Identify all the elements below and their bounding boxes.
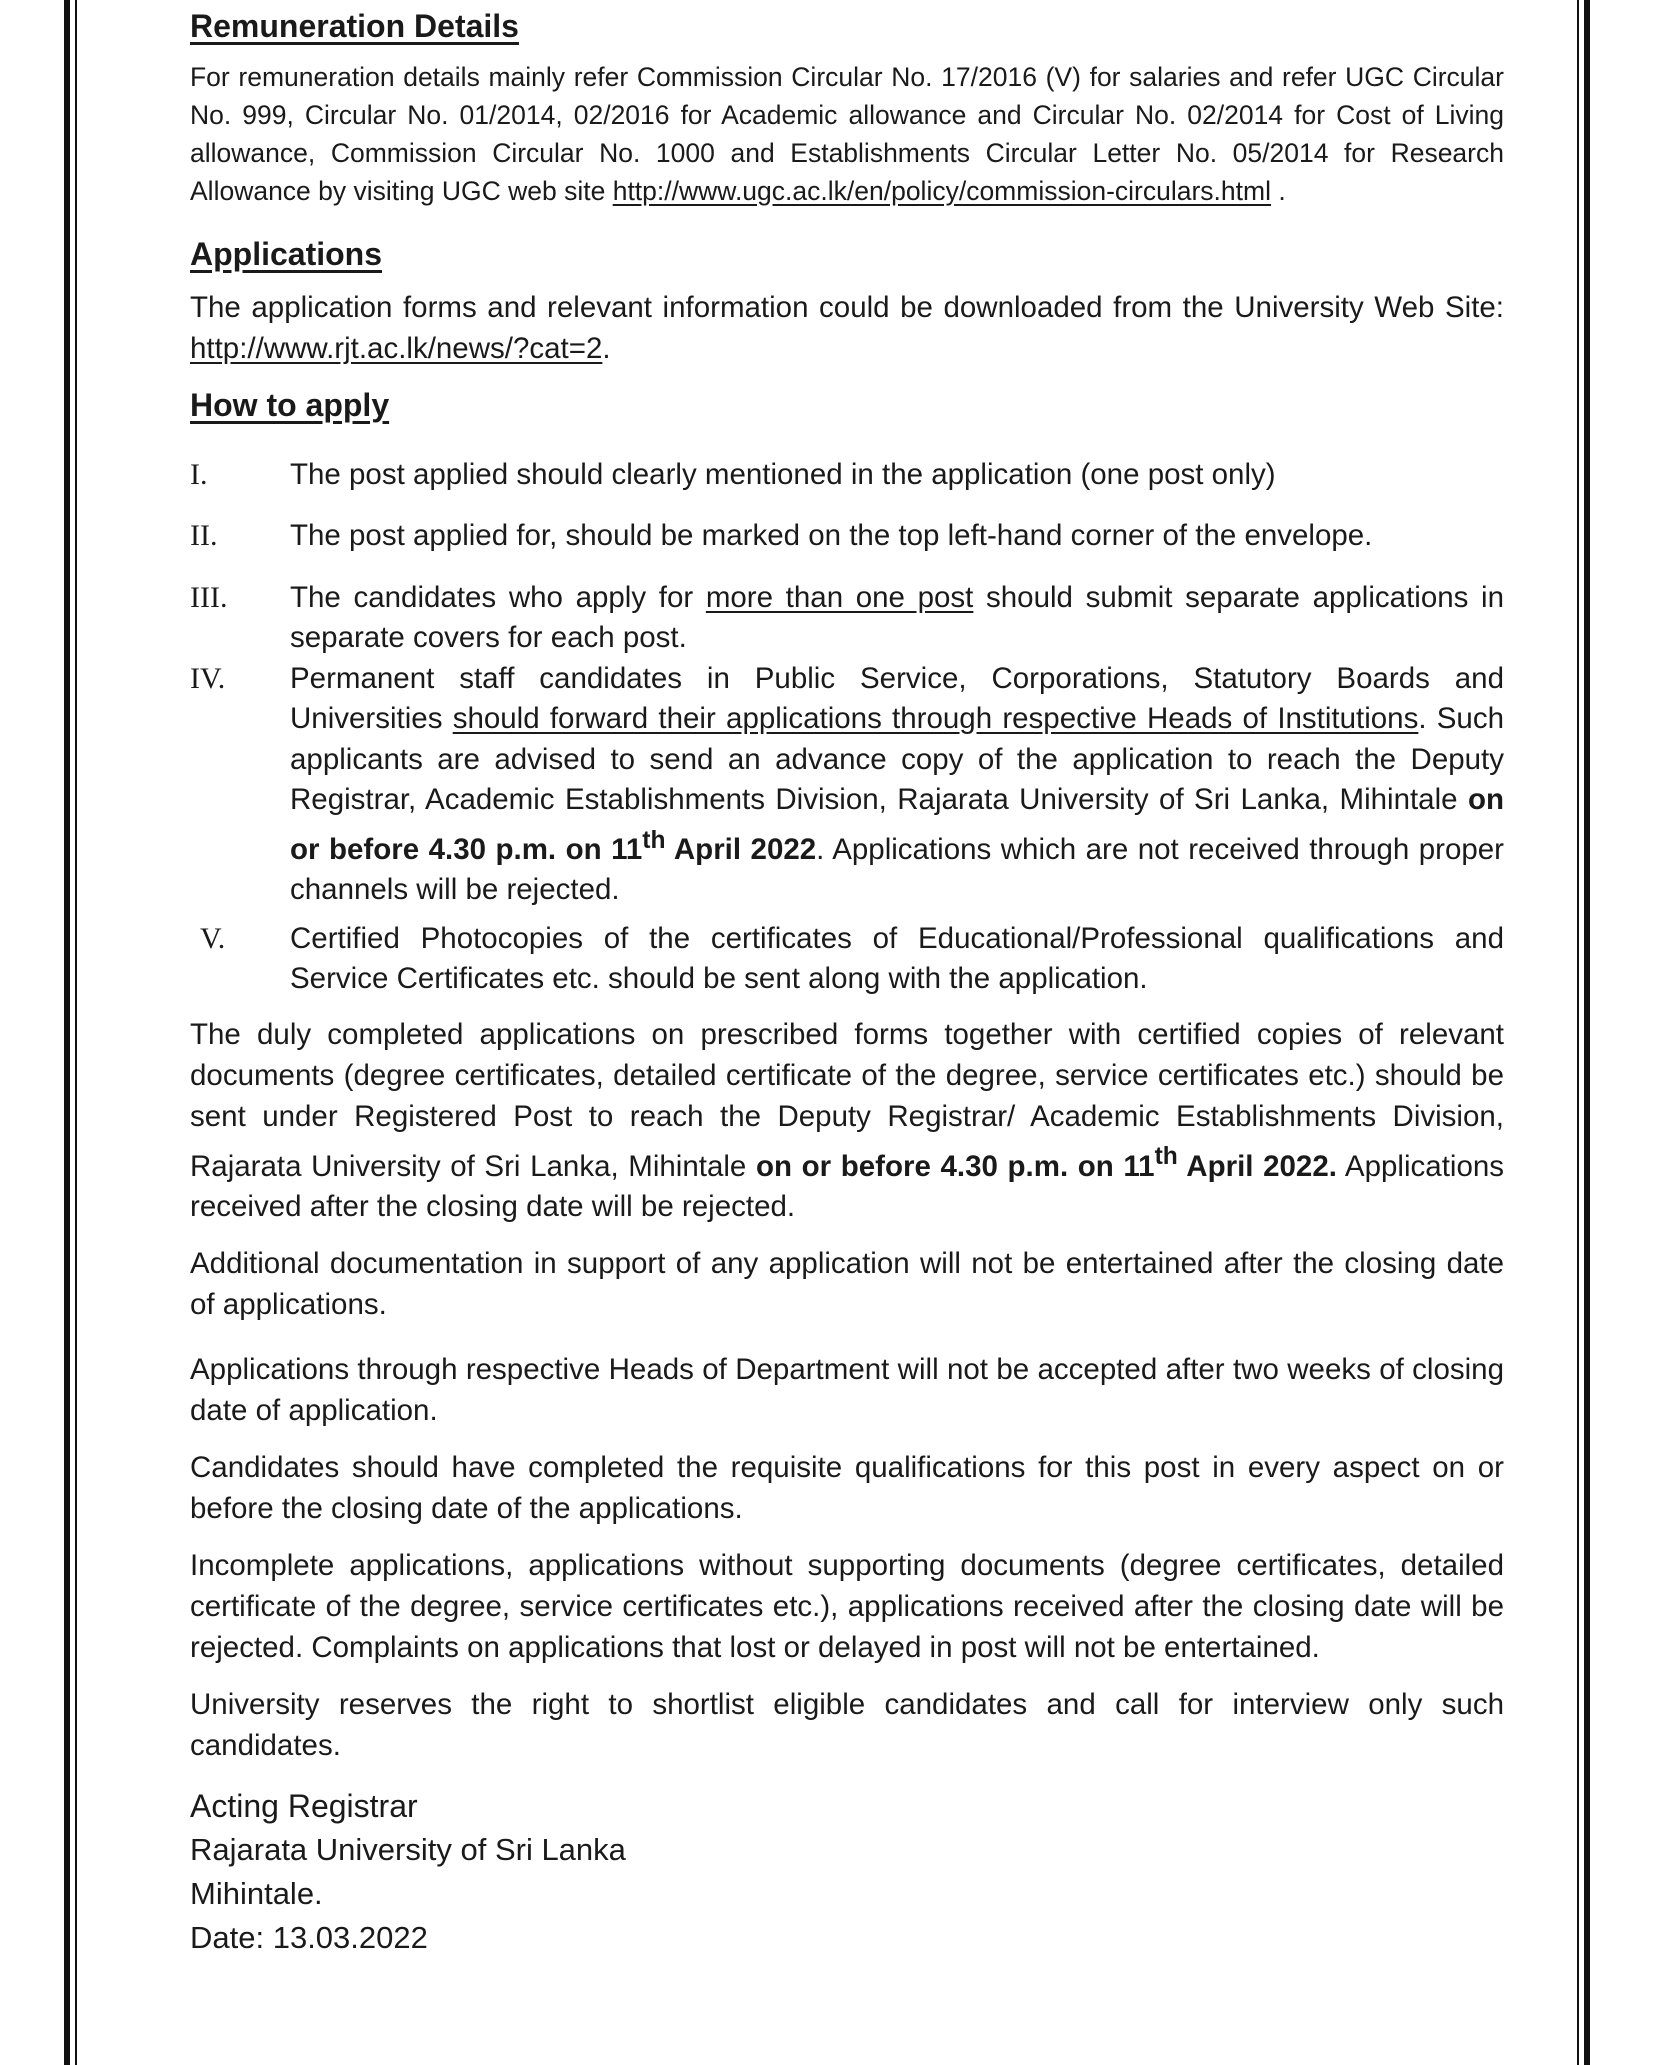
- paragraph-text: Applications received after the closing date will be rejected.: [190, 1149, 1505, 1224]
- remuneration-after: .: [1271, 175, 1286, 206]
- deadline-bold: April 2022.: [1177, 1149, 1337, 1183]
- list-item-underlined: more than one post: [705, 580, 974, 614]
- university-name: Rajarata University of Sri Lanka: [190, 1832, 626, 1868]
- list-item-number: I.: [190, 457, 208, 491]
- list-item-number: V.: [200, 921, 226, 955]
- signature-block: [190, 1784, 1504, 1960]
- list-item: [190, 578, 1504, 659]
- page-border-left-outer: [64, 0, 70, 2065]
- document-body: [190, 6, 1504, 1960]
- deadline-sup: th: [1154, 1143, 1178, 1171]
- list-item-number: II.: [190, 519, 218, 553]
- remuneration-text: [190, 58, 1504, 210]
- closing-paragraphs: [190, 1014, 1504, 1767]
- list-item: [190, 659, 1504, 911]
- deadline-bold: on or before 4.30 p.m. on 11: [290, 783, 1504, 866]
- list-item-text-part: . Applications which are not received through proper channels will be rejected.: [290, 832, 1504, 907]
- how-to-apply-title: How to apply: [190, 387, 390, 424]
- deadline-bold: April 2022: [665, 832, 817, 866]
- deadline-sup: th: [642, 826, 666, 854]
- how-to-apply-section: [190, 385, 1504, 999]
- list-item-number: III.: [190, 580, 228, 614]
- page-border-right-outer: [1584, 0, 1590, 2065]
- list-item-underlined: should forward their applications through respective Heads of Institutions: [452, 702, 1419, 736]
- remuneration-title: Remuneration Details: [190, 8, 519, 44]
- deadline-bold: on or before 4.30 p.m. on 11: [755, 1149, 1155, 1183]
- list-item: [190, 919, 1504, 1000]
- qualifications-paragraph: Candidates should have completed the requisite qualifications for this post in every aspect on or before the closing date of the applications.: [190, 1451, 1504, 1526]
- list-item-text-part: Permanent staff candidates in Public Service, Corporations, Statutory Boards and Universities: [290, 661, 1504, 736]
- location: Mihintale.: [190, 1876, 323, 1912]
- list-item-text-part: The candidates who apply for: [290, 580, 706, 614]
- page-border-left-inner: [75, 0, 77, 2065]
- ugc-circulars-link[interactable]: http://www.ugc.ac.lk/en/policy/commission-circulars.html: [612, 175, 1271, 206]
- submission-paragraph: [190, 1014, 1504, 1228]
- signatory-title: Acting Registrar: [190, 1788, 418, 1825]
- list-item-text: The post applied for, should be marked on the top left-hand corner of the envelope.: [290, 519, 1373, 553]
- list-item-text-part: should submit separate applications in separate covers for each post.: [290, 580, 1504, 655]
- applications-title: Applications: [190, 235, 383, 272]
- remuneration-body: For remuneration details mainly refer Commission Circular No. 17/2016 (V) for salaries and refer UGC Circular No. 999, Circular No. 01/2014, 02/2016 for Academic allowance and Circular No. 02/2014 for Cost of Living allowance, Commission Circular No. 1000 and Establishments Circular Letter No. 05/2014 for Research Allowance by visiting UGC web site: [190, 61, 1504, 206]
- list-item-text: Certified Photocopies of the certificates of Educational/Professional qualifications and Service Certificates etc. should be sent along with the application.: [290, 921, 1504, 996]
- applications-after: .: [602, 332, 611, 366]
- applications-body: The application forms and relevant information could be downloaded from the University Web Site:: [190, 291, 1504, 325]
- page-border-right-inner: [1577, 0, 1579, 2065]
- heads-of-department-paragraph: Applications through respective Heads of Department will not be accepted after two weeks of closing date of application.: [190, 1353, 1504, 1428]
- additional-docs-paragraph: Additional documentation in support of any application will not be entertained after the closing date of applications.: [190, 1247, 1504, 1322]
- university-news-link[interactable]: http://www.rjt.ac.lk/news/?cat=2: [190, 332, 603, 366]
- incomplete-applications-paragraph: Incomplete applications, applications without supporting documents (degree certificates, detailed certificate of the degree, service certificates etc.), applications received after the closing date will be rejected. Complaints on applications that lost or delayed in post will not be entertained.: [190, 1549, 1504, 1665]
- shortlist-paragraph: University reserves the right to shortlist eligible candidates and call for interview only such candidates.: [190, 1688, 1504, 1763]
- applications-section: [190, 234, 1504, 370]
- how-to-apply-list: [190, 455, 1504, 1000]
- list-item-text: [290, 578, 1504, 659]
- paragraph-text: The duly completed applications on prescribed forms together with certified copies of relevant documents (degree certificates, detailed certificate of the degree, service certificates etc.) should be sent under Registered Post to reach the Deputy Registrar/ Academic Establishments Division, Rajarata University of Sri Lanka, Mihintale: [190, 1017, 1504, 1183]
- document-date: Date: 13.03.2022: [190, 1920, 428, 1956]
- applications-text: [190, 287, 1504, 369]
- list-item-text: [290, 659, 1504, 911]
- remuneration-section: [190, 6, 1504, 210]
- list-item-number: IV.: [190, 661, 226, 695]
- list-item-text-part: . Such applicants are advised to send an advance copy of the application to reach the Deputy Registrar, Academic Establishments Division, Rajarata University of Sri Lanka, Mihintale: [290, 702, 1505, 817]
- list-item-text: The post applied should clearly mentioned in the application (one post only): [290, 457, 1276, 491]
- list-item: [190, 516, 1504, 557]
- list-item: [190, 455, 1504, 496]
